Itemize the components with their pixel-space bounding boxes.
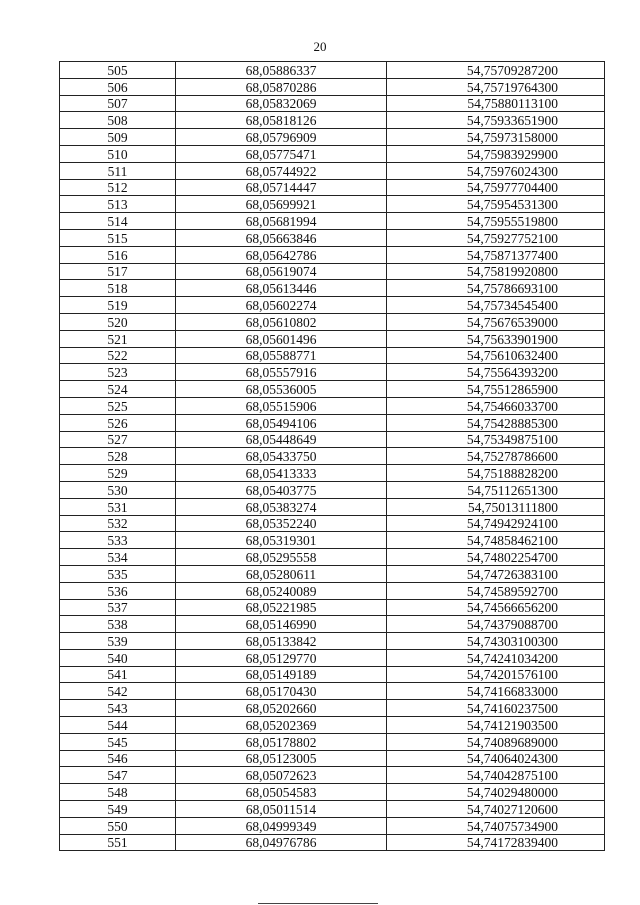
table-row <box>60 565 605 582</box>
x-coordinate-cell: 68,05619074 <box>176 263 387 280</box>
point-number-cell: 539 <box>60 633 176 650</box>
x-coordinate-cell: 68,05240089 <box>176 582 387 599</box>
point-number-cell: 510 <box>60 145 176 162</box>
table-row <box>60 733 605 750</box>
table-row <box>60 649 605 666</box>
x-coordinate-cell: 68,05448649 <box>176 431 387 448</box>
point-number-cell: 534 <box>60 549 176 566</box>
table-row <box>60 280 605 297</box>
table-row <box>60 767 605 784</box>
x-coordinate-cell: 68,04976786 <box>176 834 387 851</box>
point-number-cell: 518 <box>60 280 176 297</box>
x-coordinate-cell: 68,05796909 <box>176 129 387 146</box>
coordinates-table-body <box>60 62 605 851</box>
point-number-cell: 527 <box>60 431 176 448</box>
table-row <box>60 95 605 112</box>
point-number-cell: 550 <box>60 817 176 834</box>
table-row <box>60 801 605 818</box>
y-coordinate-cell: 54,74942924100 <box>387 515 605 532</box>
table-row <box>60 784 605 801</box>
y-coordinate-cell: 54,75871377400 <box>387 246 605 263</box>
y-coordinate-cell: 54,75955519800 <box>387 213 605 230</box>
point-number-cell: 551 <box>60 834 176 851</box>
point-number-cell: 535 <box>60 565 176 582</box>
y-coordinate-cell: 54,74589592700 <box>387 582 605 599</box>
point-number-cell: 536 <box>60 582 176 599</box>
y-coordinate-cell: 54,75734545400 <box>387 297 605 314</box>
x-coordinate-cell: 68,05054583 <box>176 784 387 801</box>
point-number-cell: 522 <box>60 347 176 364</box>
point-number-cell: 538 <box>60 616 176 633</box>
table-row <box>60 750 605 767</box>
y-coordinate-cell: 54,74075734900 <box>387 817 605 834</box>
x-coordinate-cell: 68,05133842 <box>176 633 387 650</box>
x-coordinate-cell: 68,05123005 <box>176 750 387 767</box>
table-row <box>60 330 605 347</box>
table-row <box>60 817 605 834</box>
x-coordinate-cell: 68,05170430 <box>176 683 387 700</box>
x-coordinate-cell: 68,05714447 <box>176 179 387 196</box>
x-coordinate-cell: 68,05178802 <box>176 733 387 750</box>
y-coordinate-cell: 54,74160237500 <box>387 700 605 717</box>
table-row <box>60 431 605 448</box>
table-row <box>60 229 605 246</box>
x-coordinate-cell: 68,05886337 <box>176 62 387 79</box>
x-coordinate-cell: 68,05221985 <box>176 599 387 616</box>
x-coordinate-cell: 68,05202660 <box>176 700 387 717</box>
table-row <box>60 213 605 230</box>
table-row <box>60 834 605 851</box>
x-coordinate-cell: 68,05072623 <box>176 767 387 784</box>
y-coordinate-cell: 54,74379088700 <box>387 616 605 633</box>
x-coordinate-cell: 68,04999349 <box>176 817 387 834</box>
point-number-cell: 521 <box>60 330 176 347</box>
y-coordinate-cell: 54,74029480000 <box>387 784 605 801</box>
x-coordinate-cell: 68,05202369 <box>176 717 387 734</box>
table-row <box>60 481 605 498</box>
x-coordinate-cell: 68,05515906 <box>176 397 387 414</box>
x-coordinate-cell: 68,05494106 <box>176 414 387 431</box>
table-row <box>60 414 605 431</box>
point-number-cell: 542 <box>60 683 176 700</box>
table-row <box>60 246 605 263</box>
x-coordinate-cell: 68,05744922 <box>176 162 387 179</box>
x-coordinate-cell: 68,05818126 <box>176 112 387 129</box>
table-row <box>60 364 605 381</box>
point-number-cell: 516 <box>60 246 176 263</box>
x-coordinate-cell: 68,05775471 <box>176 145 387 162</box>
point-number-cell: 512 <box>60 179 176 196</box>
y-coordinate-cell: 54,75633901900 <box>387 330 605 347</box>
page-number: 20 <box>313 39 327 54</box>
x-coordinate-cell: 68,05383274 <box>176 498 387 515</box>
point-number-cell: 531 <box>60 498 176 515</box>
point-number-cell: 533 <box>60 532 176 549</box>
y-coordinate-cell: 54,75709287200 <box>387 62 605 79</box>
table-row <box>60 112 605 129</box>
y-coordinate-cell: 54,74089689000 <box>387 733 605 750</box>
x-coordinate-cell: 68,05557916 <box>176 364 387 381</box>
point-number-cell: 514 <box>60 213 176 230</box>
x-coordinate-cell: 68,05663846 <box>176 229 387 246</box>
x-coordinate-cell: 68,05352240 <box>176 515 387 532</box>
y-coordinate-cell: 54,75983929900 <box>387 145 605 162</box>
y-coordinate-cell: 54,75512865900 <box>387 381 605 398</box>
table-row <box>60 397 605 414</box>
y-coordinate-cell: 54,74201576100 <box>387 666 605 683</box>
table-row <box>60 515 605 532</box>
table-row <box>60 465 605 482</box>
table-row <box>60 616 605 633</box>
point-number-cell: 507 <box>60 95 176 112</box>
y-coordinate-cell: 54,74027120600 <box>387 801 605 818</box>
x-coordinate-cell: 68,05149189 <box>176 666 387 683</box>
y-coordinate-cell: 54,75188828200 <box>387 465 605 482</box>
x-coordinate-cell: 68,05588771 <box>176 347 387 364</box>
y-coordinate-cell: 54,74166833000 <box>387 683 605 700</box>
x-coordinate-cell: 68,05610802 <box>176 313 387 330</box>
point-number-cell: 548 <box>60 784 176 801</box>
point-number-cell: 540 <box>60 649 176 666</box>
point-number-cell: 515 <box>60 229 176 246</box>
table-row <box>60 313 605 330</box>
table-row <box>60 700 605 717</box>
y-coordinate-cell: 54,75977704400 <box>387 179 605 196</box>
x-coordinate-cell: 68,05433750 <box>176 448 387 465</box>
coordinates-table <box>59 61 605 851</box>
point-number-cell: 541 <box>60 666 176 683</box>
y-coordinate-cell: 54,74566656200 <box>387 599 605 616</box>
y-coordinate-cell: 54,74064024300 <box>387 750 605 767</box>
point-number-cell: 532 <box>60 515 176 532</box>
y-coordinate-cell: 54,75927752100 <box>387 229 605 246</box>
point-number-cell: 537 <box>60 599 176 616</box>
y-coordinate-cell: 54,75349875100 <box>387 431 605 448</box>
x-coordinate-cell: 68,05280611 <box>176 565 387 582</box>
x-coordinate-cell: 68,05129770 <box>176 649 387 666</box>
table-row <box>60 381 605 398</box>
table-row <box>60 179 605 196</box>
x-coordinate-cell: 68,05681994 <box>176 213 387 230</box>
x-coordinate-cell: 68,05413333 <box>176 465 387 482</box>
y-coordinate-cell: 54,75428885300 <box>387 414 605 431</box>
y-coordinate-cell: 54,75564393200 <box>387 364 605 381</box>
x-coordinate-cell: 68,05146990 <box>176 616 387 633</box>
point-number-cell: 517 <box>60 263 176 280</box>
page-bottom-rule <box>258 903 378 904</box>
y-coordinate-cell: 54,74121903500 <box>387 717 605 734</box>
y-coordinate-cell: 54,75013111800 <box>387 498 605 515</box>
table-row <box>60 448 605 465</box>
table-row <box>60 78 605 95</box>
y-coordinate-cell: 54,75819920800 <box>387 263 605 280</box>
table-row <box>60 62 605 79</box>
x-coordinate-cell: 68,05699921 <box>176 196 387 213</box>
y-coordinate-cell: 54,74802254700 <box>387 549 605 566</box>
y-coordinate-cell: 54,75880113100 <box>387 95 605 112</box>
y-coordinate-cell: 54,74241034200 <box>387 649 605 666</box>
table-row <box>60 498 605 515</box>
y-coordinate-cell: 54,74726383100 <box>387 565 605 582</box>
table-row <box>60 263 605 280</box>
point-number-cell: 545 <box>60 733 176 750</box>
y-coordinate-cell: 54,75466033700 <box>387 397 605 414</box>
x-coordinate-cell: 68,05403775 <box>176 481 387 498</box>
x-coordinate-cell: 68,05536005 <box>176 381 387 398</box>
point-number-cell: 513 <box>60 196 176 213</box>
y-coordinate-cell: 54,75786693100 <box>387 280 605 297</box>
table-row <box>60 297 605 314</box>
x-coordinate-cell: 68,05011514 <box>176 801 387 818</box>
x-coordinate-cell: 68,05613446 <box>176 280 387 297</box>
y-coordinate-cell: 54,75610632400 <box>387 347 605 364</box>
y-coordinate-cell: 54,75976024300 <box>387 162 605 179</box>
x-coordinate-cell: 68,05832069 <box>176 95 387 112</box>
y-coordinate-cell: 54,75278786600 <box>387 448 605 465</box>
point-number-cell: 520 <box>60 313 176 330</box>
point-number-cell: 505 <box>60 62 176 79</box>
point-number-cell: 543 <box>60 700 176 717</box>
x-coordinate-cell: 68,05870286 <box>176 78 387 95</box>
x-coordinate-cell: 68,05601496 <box>176 330 387 347</box>
table-row <box>60 582 605 599</box>
table-row <box>60 683 605 700</box>
y-coordinate-cell: 54,75112651300 <box>387 481 605 498</box>
table-row <box>60 145 605 162</box>
point-number-cell: 519 <box>60 297 176 314</box>
table-row <box>60 717 605 734</box>
point-number-cell: 511 <box>60 162 176 179</box>
point-number-cell: 549 <box>60 801 176 818</box>
y-coordinate-cell: 54,75676539000 <box>387 313 605 330</box>
point-number-cell: 509 <box>60 129 176 146</box>
y-coordinate-cell: 54,74303100300 <box>387 633 605 650</box>
x-coordinate-cell: 68,05319301 <box>176 532 387 549</box>
table-row <box>60 599 605 616</box>
point-number-cell: 547 <box>60 767 176 784</box>
point-number-cell: 530 <box>60 481 176 498</box>
table-row <box>60 633 605 650</box>
x-coordinate-cell: 68,05602274 <box>176 297 387 314</box>
x-coordinate-cell: 68,05295558 <box>176 549 387 566</box>
table-row <box>60 347 605 364</box>
x-coordinate-cell: 68,05642786 <box>176 246 387 263</box>
table-row <box>60 129 605 146</box>
table-row <box>60 666 605 683</box>
point-number-cell: 524 <box>60 381 176 398</box>
table-row <box>60 196 605 213</box>
y-coordinate-cell: 54,75973158000 <box>387 129 605 146</box>
y-coordinate-cell: 54,75933651900 <box>387 112 605 129</box>
y-coordinate-cell: 54,75954531300 <box>387 196 605 213</box>
table-row <box>60 532 605 549</box>
point-number-cell: 529 <box>60 465 176 482</box>
point-number-cell: 526 <box>60 414 176 431</box>
y-coordinate-cell: 54,74172839400 <box>387 834 605 851</box>
table-row <box>60 162 605 179</box>
y-coordinate-cell: 54,74042875100 <box>387 767 605 784</box>
table-row <box>60 549 605 566</box>
point-number-cell: 544 <box>60 717 176 734</box>
y-coordinate-cell: 54,75719764300 <box>387 78 605 95</box>
point-number-cell: 508 <box>60 112 176 129</box>
point-number-cell: 525 <box>60 397 176 414</box>
point-number-cell: 546 <box>60 750 176 767</box>
y-coordinate-cell: 54,74858462100 <box>387 532 605 549</box>
point-number-cell: 528 <box>60 448 176 465</box>
point-number-cell: 523 <box>60 364 176 381</box>
point-number-cell: 506 <box>60 78 176 95</box>
